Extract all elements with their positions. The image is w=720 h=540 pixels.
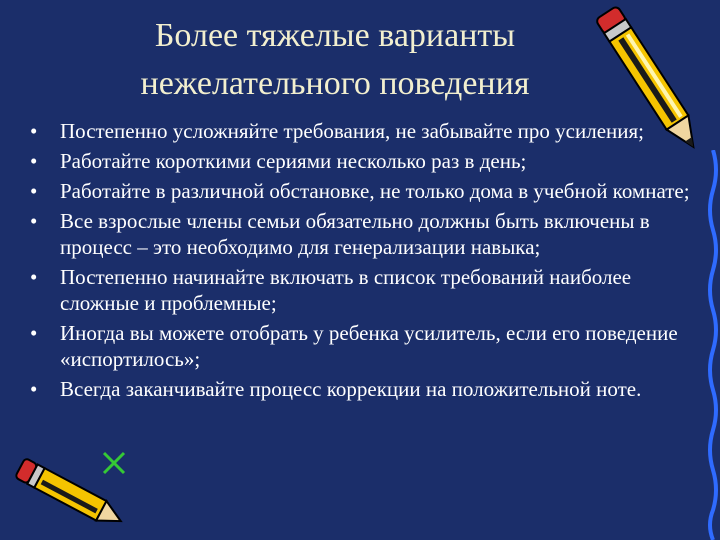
- bullet-item: [30, 320, 706, 372]
- slide-title-line1: Более тяжелые варианты: [154, 17, 516, 54]
- bullet-marker: •: [30, 179, 38, 203]
- slide-title: [70, 12, 600, 108]
- bullet-marker: •: [30, 209, 38, 233]
- bullet-marker: •: [30, 377, 38, 401]
- slide-title-line2: нежелательного поведения: [140, 65, 530, 102]
- bullet-text: Постепенно начинайте включать в список требований наиболее сложные и проблемные;: [60, 265, 632, 315]
- bullet-text: Работайте короткими сериями несколько раз в день;: [60, 149, 527, 173]
- bullet-marker: •: [30, 119, 38, 143]
- pencil-icon: [0, 445, 140, 540]
- bullet-marker: •: [30, 265, 38, 289]
- bullet-item: [30, 264, 706, 316]
- bullet-item: [30, 376, 706, 402]
- pencil-icon: [590, 0, 710, 165]
- bullet-text: Постепенно усложняйте требования, не забывайте про усиления;: [60, 119, 644, 143]
- bullet-text: Работайте в различной обстановке, не только дома в учебной комнате;: [60, 179, 690, 203]
- bullet-item: [30, 178, 706, 204]
- bullet-marker: •: [30, 149, 38, 173]
- bullet-text: Всегда заканчивайте процесс коррекции на положительной ноте.: [60, 377, 642, 401]
- bullet-text: Иногда вы можете отобрать у ребенка усилитель, если его поведение «испортилось»;: [60, 321, 678, 371]
- bullet-marker: •: [30, 321, 38, 345]
- bullet-text: Все взрослые члены семьи обязательно должны быть включены в процесс – это необходимо для генерализации навыка;: [60, 209, 650, 259]
- sparkle-icon: [104, 453, 124, 473]
- bullet-item: [30, 208, 706, 260]
- wavy-border-line: [706, 150, 720, 540]
